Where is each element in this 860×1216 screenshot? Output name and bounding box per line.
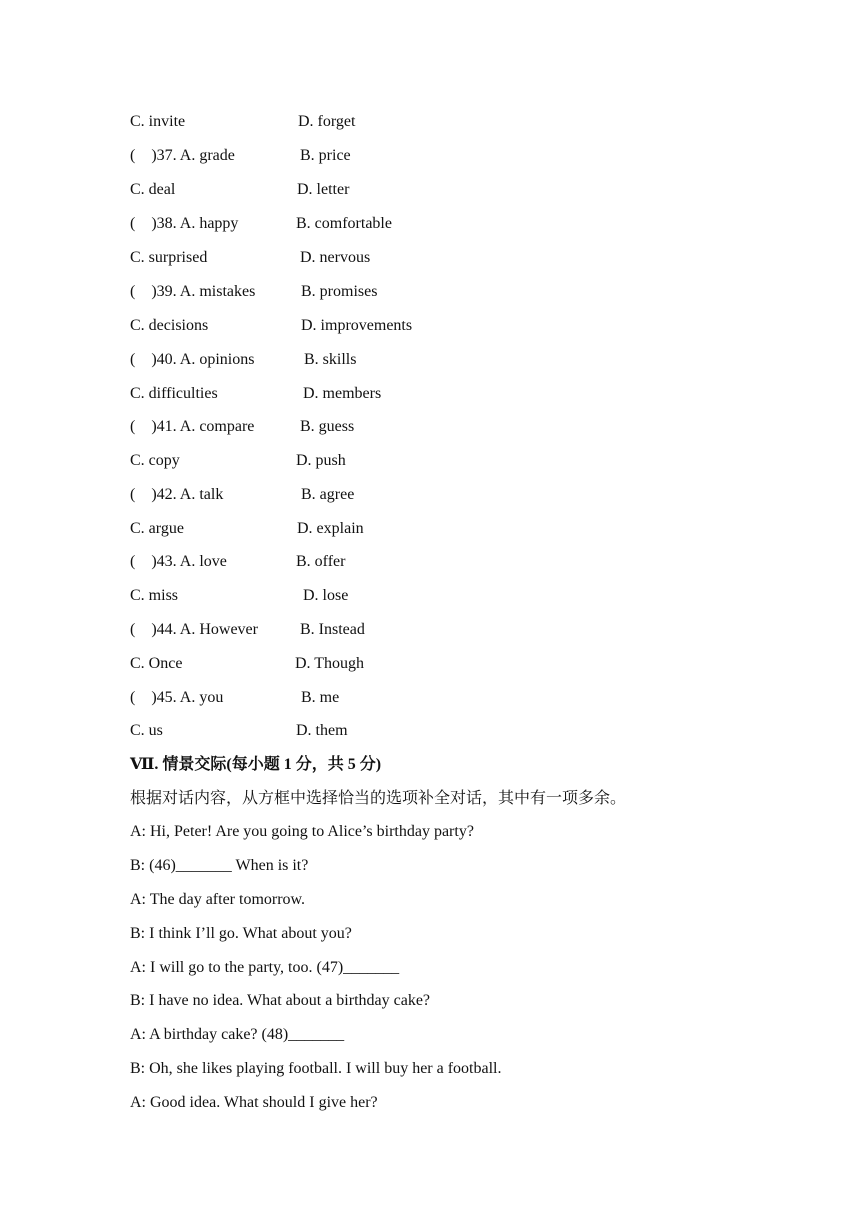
option-left: ( )45. A. you xyxy=(130,689,224,706)
option-right: D. push xyxy=(296,452,346,469)
option-left: ( )41. A. compare xyxy=(130,418,255,435)
option-left: C. deal xyxy=(130,181,176,198)
option-right: B. me xyxy=(301,689,340,706)
dialogue-line: B: I think I’ll go. What about you? xyxy=(130,925,352,942)
option-left: ( )44. A. However xyxy=(130,621,258,638)
option-right: D. improvements xyxy=(301,317,413,334)
option-right: D. letter xyxy=(297,181,350,198)
option-left: C. difficulties xyxy=(130,385,218,402)
dialogue-line: A: The day after tomorrow. xyxy=(130,891,306,908)
option-right: D. explain xyxy=(297,520,364,537)
section-instruction: 根据对话内容，从方框中选择恰当的选项补全对话，其中有一项多余。 xyxy=(130,790,627,807)
option-right: B. skills xyxy=(304,351,357,368)
option-left: ( )40. A. opinions xyxy=(130,351,255,368)
option-right: B. offer xyxy=(296,553,346,570)
option-right: D. lose xyxy=(303,587,349,604)
dialogue-line: B: (46)_______ When is it? xyxy=(130,857,309,874)
option-left: ( )38. A. happy xyxy=(130,215,239,232)
option-left: ( )39. A. mistakes xyxy=(130,283,256,300)
dialogue-line: B: I have no idea. What about a birthday cake? xyxy=(130,992,431,1009)
dialogue-line: A: Good idea. What should I give her? xyxy=(130,1094,378,1111)
option-left: C. surprised xyxy=(130,249,208,266)
option-left: C. us xyxy=(130,722,163,739)
dialogue-line: B: Oh, she likes playing football. I will buy her a football. xyxy=(130,1060,502,1077)
option-left: C. Once xyxy=(130,655,183,672)
option-right: D. members xyxy=(303,385,382,402)
dialogue-line: A: I will go to the party, too. (47)_______ xyxy=(130,959,400,976)
option-right: B. agree xyxy=(301,486,355,503)
option-left: C. invite xyxy=(130,113,186,130)
dialogue-line: A: A birthday cake? (48)_______ xyxy=(130,1026,345,1043)
option-right: D. forget xyxy=(298,113,356,130)
option-right: D. them xyxy=(296,722,348,739)
option-right: B. price xyxy=(300,147,351,164)
option-right: B. comfortable xyxy=(296,215,392,232)
option-left: ( )37. A. grade xyxy=(130,147,235,164)
option-right: B. guess xyxy=(300,418,355,435)
option-left: ( )43. A. love xyxy=(130,553,227,570)
section-heading: Ⅶ. 情景交际(每小题 1 分，共 5 分) xyxy=(130,756,382,773)
option-left: C. miss xyxy=(130,587,179,604)
dialogue-line: A: Hi, Peter! Are you going to Alice’s birthday party? xyxy=(130,823,474,840)
option-right: B. Instead xyxy=(300,621,365,638)
option-left: C. copy xyxy=(130,452,180,469)
option-right: B. promises xyxy=(301,283,378,300)
option-left: C. decisions xyxy=(130,317,209,334)
option-right: D. Though xyxy=(295,655,365,672)
option-right: D. nervous xyxy=(300,249,371,266)
option-left: C. argue xyxy=(130,520,184,537)
option-left: ( )42. A. talk xyxy=(130,486,224,503)
